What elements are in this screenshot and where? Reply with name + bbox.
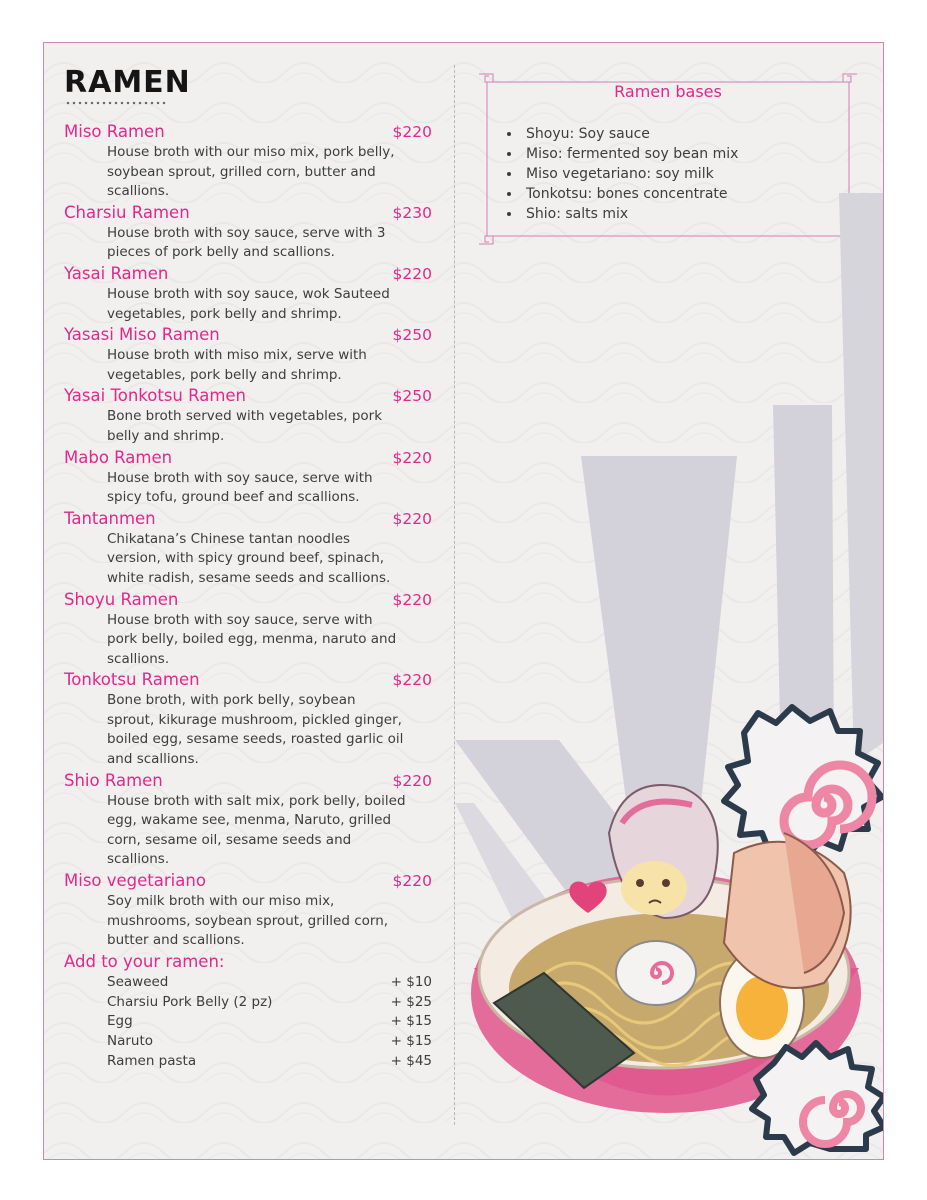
- item-price: $220: [392, 448, 432, 467]
- list-item: • Tonkotsu: bones concentrate: [522, 184, 738, 204]
- item-price: $220: [392, 509, 432, 528]
- item-description: Bone broth, with pork belly, soybean sprout, kikurage mushroom, pickled ginger, boiled egg, sesame seeds, roasted garlic oil and scallions.: [107, 692, 404, 768]
- item-description: House broth with soy sauce, serve with 3 pieces of pork belly and scallions.: [107, 224, 386, 261]
- item-name: Shoyu Ramen: [64, 589, 179, 609]
- list-item: • Shoyu: Soy sauce: [522, 124, 738, 144]
- item-description: House broth with our miso mix, pork belly, soybean sprout, grilled corn, butter and scallions.: [107, 144, 395, 200]
- item-price: $220: [392, 264, 432, 283]
- item-price: $250: [392, 387, 432, 406]
- addon-name: Naruto: [107, 1033, 154, 1050]
- item-description: Soy milk broth with our miso mix, mushrooms, soybean sprout, grilled corn, butter and scallions.: [107, 893, 389, 949]
- item-name: Miso vegetariano: [64, 871, 206, 891]
- item-price: $220: [392, 590, 432, 609]
- addon-name: Charsiu Pork Belly (2 pz): [107, 993, 273, 1010]
- item-price: $220: [392, 123, 432, 141]
- item-name: Yasai Ramen: [64, 263, 169, 283]
- item-description: House broth with soy sauce, wok Sauteed vegetables, pork belly and shrimp.: [107, 285, 390, 322]
- ramen-bowl-illustration: [44, 43, 883, 1159]
- item-description: House broth with miso mix, serve with vegetables, pork belly and shrimp.: [107, 347, 367, 383]
- addon-name: Ramen pasta: [107, 1053, 197, 1069]
- addons-heading: Add to your ramen:: [64, 951, 225, 971]
- item-price: $250: [392, 326, 432, 345]
- list-item: • Shio: salts mix: [522, 204, 738, 224]
- item-description: House broth with salt mix, pork belly, boiled egg, wakame see, menma, Naruto, grilled corn, sesame oil, sesame seeds and scallions.: [107, 792, 406, 868]
- menu-page: [43, 42, 884, 1160]
- item-description: Chikatana’s Chinese tantan noodles version, with spicy ground beef, spinach, white radish, sesame seeds and scallions.: [107, 530, 391, 586]
- item-description: House broth with soy sauce, serve with spicy tofu, ground beef and scallions.: [107, 469, 373, 506]
- addon-price: + $10: [390, 973, 432, 990]
- page-title: RAMEN: [64, 65, 191, 100]
- addon-price: + $15: [390, 1013, 432, 1030]
- addon-name: Egg: [107, 1013, 133, 1030]
- naruto-icon: [724, 707, 882, 857]
- item-name: Yasasi Miso Ramen: [64, 325, 220, 345]
- item-name: Tantanmen: [64, 508, 156, 528]
- item-name: Tonkotsu Ramen: [64, 670, 200, 690]
- item-price: $220: [392, 771, 432, 790]
- item-description: Bone broth served with vegetables, pork belly and shrimp.: [107, 408, 383, 444]
- item-description: House broth with soy sauce, serve with pork belly, boiled egg, menma, naruto and scallions.: [107, 611, 397, 667]
- item-name: Miso Ramen: [64, 122, 165, 141]
- item-name: Shio Ramen: [64, 770, 163, 790]
- item-price: $220: [392, 872, 432, 891]
- bases-title: Ramen bases: [614, 82, 722, 101]
- addon-price: + $15: [390, 1033, 432, 1050]
- item-name: Mabo Ramen: [64, 447, 173, 467]
- item-name: Charsiu Ramen: [64, 202, 190, 222]
- item-price: $230: [392, 203, 432, 222]
- list-item: • Miso: fermented soy bean mix: [522, 144, 738, 164]
- item-name: Yasai Tonkotsu Ramen: [64, 386, 247, 406]
- item-price: $220: [392, 671, 432, 690]
- list-item: • Miso vegetariano: soy milk: [522, 164, 738, 184]
- addon-price: + $45: [390, 1053, 432, 1069]
- addon-price: + $25: [390, 993, 432, 1010]
- addon-name: Seaweed: [107, 973, 169, 990]
